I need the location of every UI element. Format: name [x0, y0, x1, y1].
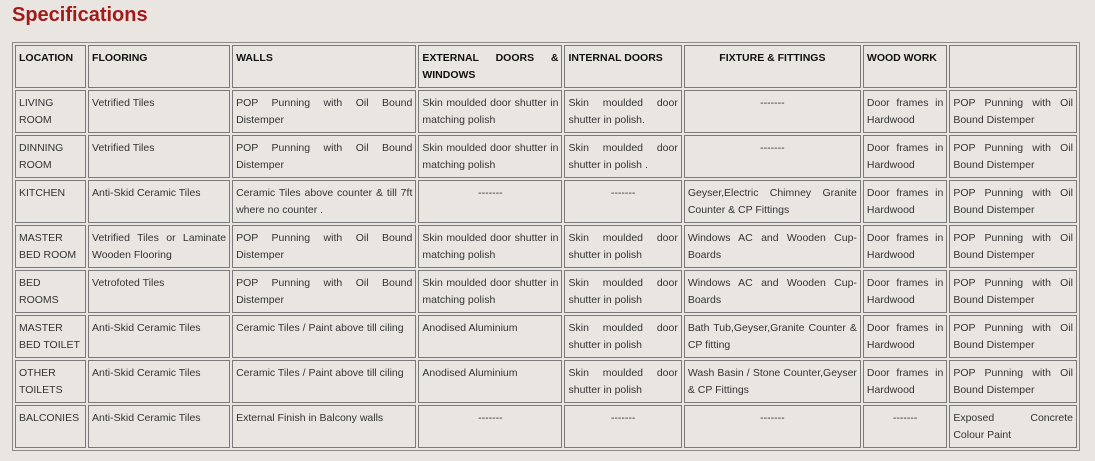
column-header: INTERNAL DOORS — [564, 45, 681, 88]
table-cell: MASTER BED TOILET — [15, 315, 86, 358]
table-cell: Ceramic Tiles / Paint above till ciling — [232, 360, 416, 403]
table-cell: Anti-Skid Ceramic Tiles — [88, 405, 230, 448]
table-cell: LIVING ROOM — [15, 90, 86, 133]
column-header — [949, 45, 1077, 88]
table-cell: Anti-Skid Ceramic Tiles — [88, 315, 230, 358]
table-cell: POP Punning with Oil Bound Distemper — [232, 225, 416, 268]
table-cell: POP Punning with Oil Bound Distemper — [949, 135, 1077, 178]
table-cell: POP Punning with Oil Bound Distemper — [949, 180, 1077, 223]
table-cell: Windows AC and Wooden Cup-Boards — [684, 270, 861, 313]
table-cell: Vetrified Tiles — [88, 90, 230, 133]
table-cell: Door frames in Hardwood — [863, 135, 947, 178]
table-cell: Windows AC and Wooden Cup-Boards — [684, 225, 861, 268]
table-cell: POP Punning with Oil Bound Distemper — [232, 135, 416, 178]
table-cell: ------- — [684, 135, 861, 178]
table-cell: Door frames in Hardwood — [863, 270, 947, 313]
table-row — [15, 180, 1077, 223]
table-cell: Skin moulded door shutter in polish — [564, 360, 681, 403]
table-cell: Anodised Aluminium — [418, 360, 562, 403]
table-cell: Skin moulded door shutter in polish — [564, 315, 681, 358]
table-row — [15, 315, 1077, 358]
table-cell: DINNING ROOM — [15, 135, 86, 178]
table-cell: Door frames in Hardwood — [863, 315, 947, 358]
table-row — [15, 270, 1077, 313]
table-row — [15, 90, 1077, 133]
table-cell: POP Punning with Oil Bound Distemper — [949, 225, 1077, 268]
table-cell: POP Punning with Oil Bound Distemper — [232, 90, 416, 133]
table-row — [15, 360, 1077, 403]
table-cell: MASTER BED ROOM — [15, 225, 86, 268]
table-cell: POP Punning with Oil Bound Distemper — [949, 360, 1077, 403]
table-cell: ------- — [684, 405, 861, 448]
table-cell: Geyser,Electric Chimney Granite Counter & CP Fittings — [684, 180, 861, 223]
table-cell: Anti-Skid Ceramic Tiles — [88, 180, 230, 223]
table-cell: Skin moulded door shutter in matching polish — [418, 270, 562, 313]
table-cell: ------- — [564, 405, 681, 448]
specifications-table — [12, 42, 1080, 451]
table-cell: ------- — [418, 180, 562, 223]
table-row — [15, 225, 1077, 268]
table-cell: Skin moulded door shutter in polish. — [564, 90, 681, 133]
table-cell: ------- — [564, 180, 681, 223]
table-cell: Ceramic Tiles / Paint above till ciling — [232, 315, 416, 358]
table-cell: Door frames in Hardwood — [863, 180, 947, 223]
column-header: LOCATION — [15, 45, 86, 88]
table-cell: Wash Basin / Stone Counter,Geyser & CP Fittings — [684, 360, 861, 403]
table-cell: POP Punning with Oil Bound Distemper — [232, 270, 416, 313]
table-cell: Skin moulded door shutter in polish — [564, 270, 681, 313]
table-cell: Skin moulded door shutter in matching polish — [418, 90, 562, 133]
table-cell: External Finish in Balcony walls — [232, 405, 416, 448]
column-header: FIXTURE & FITTINGS — [684, 45, 861, 88]
column-header: EXTERNAL DOORS & WINDOWS — [418, 45, 562, 88]
table-row — [15, 405, 1077, 448]
column-header: FLOORING — [88, 45, 230, 88]
table-cell: Skin moulded door shutter in polish . — [564, 135, 681, 178]
table-cell: BED ROOMS — [15, 270, 86, 313]
table-cell: Vetrofoted Tiles — [88, 270, 230, 313]
table-cell: OTHER TOILETS — [15, 360, 86, 403]
table-cell: Vetrified Tiles — [88, 135, 230, 178]
table-cell: POP Punning with Oil Bound Distemper — [949, 270, 1077, 313]
table-row — [15, 135, 1077, 178]
table-cell: ------- — [418, 405, 562, 448]
table-cell: Door frames in Hardwood — [863, 90, 947, 133]
table-cell: Skin moulded door shutter in polish — [564, 225, 681, 268]
table-cell: Door frames in Hardwood — [863, 225, 947, 268]
table-cell: Door frames in Hardwood — [863, 360, 947, 403]
table-cell: POP Punning with Oil Bound Distemper — [949, 90, 1077, 133]
table-cell: Anodised Aluminium — [418, 315, 562, 358]
table-cell: Ceramic Tiles above counter & till 7ft where no counter . — [232, 180, 416, 223]
page-title: Specifications — [12, 4, 148, 26]
table-cell: ------- — [684, 90, 861, 133]
column-header: WOOD WORK — [863, 45, 947, 88]
table-cell: BALCONIES — [15, 405, 86, 448]
table-cell: Vetrified Tiles or Laminate Wooden Flooring — [88, 225, 230, 268]
table-cell: Skin moulded door shutter in matching polish — [418, 135, 562, 178]
table-cell: Bath Tub,Geyser,Granite Counter & CP fitting — [684, 315, 861, 358]
table-header-row — [15, 45, 1077, 88]
table-cell: ------- — [863, 405, 947, 448]
table-cell: POP Punning with Oil Bound Distemper — [949, 315, 1077, 358]
table-cell: Skin moulded door shutter in matching polish — [418, 225, 562, 268]
table-cell: Exposed Concrete Colour Paint — [949, 405, 1077, 448]
table-cell: Anti-Skid Ceramic Tiles — [88, 360, 230, 403]
table-cell: KITCHEN — [15, 180, 86, 223]
column-header: WALLS — [232, 45, 416, 88]
